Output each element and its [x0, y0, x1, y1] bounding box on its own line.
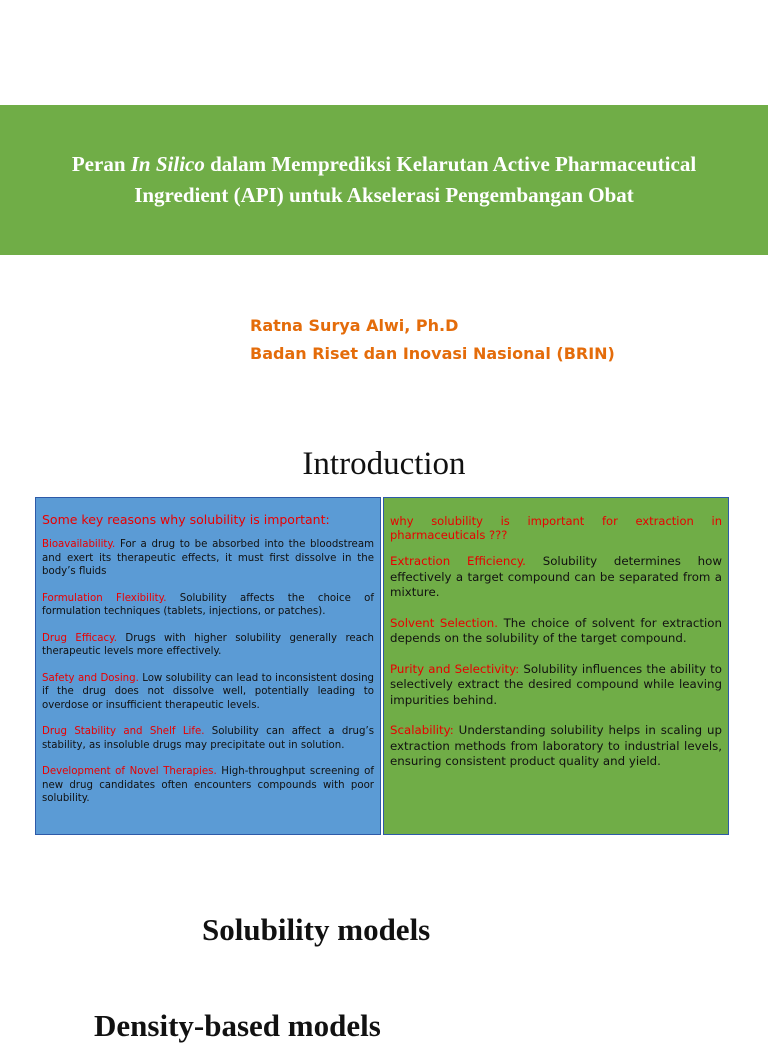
list-item [42, 592, 374, 619]
item-text: High-throughput screening of new drug candidates often encounters compounds with poor solubility. [42, 766, 374, 804]
item-text: Solubility can affect a drug’s stability, as insoluble drugs may precipitate out in solution. [42, 726, 375, 751]
item-text: Low solubility can lead to inconsistent dosing if the drug does not dissolve well, potentially leading to overdose or insufficient therapeutic levels. [42, 672, 375, 711]
item-label: Solvent Selection. [390, 615, 499, 630]
author-institution: Badan Riset dan Inovasi Nasional (BRIN) [250, 344, 615, 363]
title-line1-rest: dalam Memprediksi Kelarutan Active Pharmaceutical [204, 152, 697, 176]
list-item [42, 725, 374, 752]
title-prefix: Peran [71, 152, 131, 176]
item-label: Bioavailability. [42, 539, 116, 550]
title-line2: Ingredient (API) untuk Akselerasi Pengembangan Obat [134, 183, 634, 207]
item-text: Solubility determines how effectively a target compound can be separated from a mixture. [390, 554, 722, 599]
list-item [390, 723, 722, 770]
item-label: Drug Efficacy. [42, 632, 117, 644]
item-label: Extraction Efficiency. [390, 554, 526, 568]
solubility-importance-panel [35, 497, 381, 835]
item-label: Drug Stability and Shelf Life. [42, 726, 205, 737]
item-text: The choice of solvent for extraction depends on the solubility of the target compound. [390, 615, 722, 645]
solubility-models-heading: Solubility models [202, 912, 431, 947]
list-item [42, 632, 374, 659]
item-text: Solubility influences the ability to selectively extract the desired compound while leaving impurities behind. [390, 661, 722, 707]
list-item [42, 765, 374, 806]
author-name: Ratna Surya Alwi, Ph.D [250, 316, 459, 335]
item-label: Development of Novel Therapies. [42, 766, 217, 777]
presentation-title [14, 149, 754, 211]
item-label: Purity and Selectivity: [390, 661, 520, 676]
list-item [390, 662, 722, 709]
item-text: For a drug to be absorbed into the bloodstream and exert its therapeutic effects, it must first dissolve in the body’s fluids [42, 539, 374, 577]
list-item [390, 616, 722, 647]
list-item [390, 554, 722, 601]
density-models-heading: Density-based models [94, 1008, 381, 1043]
list-item [42, 538, 374, 579]
title-italic: In Silico [130, 152, 205, 176]
list-item [42, 672, 374, 713]
item-label: Scalability: [390, 723, 454, 737]
item-label: Safety and Dosing. [42, 672, 139, 684]
title-banner [0, 105, 768, 255]
item-text: Drugs with higher solubility generally reach therapeutic levels more effectively. [42, 632, 374, 657]
extraction-importance-panel [383, 497, 729, 835]
author-block [250, 312, 615, 368]
item-text: Understanding solubility helps in scaling up extraction methods from laboratory to industrial levels, ensuring consistent product quality and yield. [390, 723, 722, 768]
item-text: Solubility affects the choice of formulation techniques (tablets, injections, or patches). [42, 592, 374, 617]
item-label: Formulation Flexibility. [42, 592, 167, 604]
left-panel-heading: Some key reasons why solubility is important: [42, 512, 330, 527]
right-panel-heading: why solubility is important for extraction in pharmaceuticals ??? [390, 514, 722, 542]
intro-heading: Introduction [302, 446, 466, 482]
